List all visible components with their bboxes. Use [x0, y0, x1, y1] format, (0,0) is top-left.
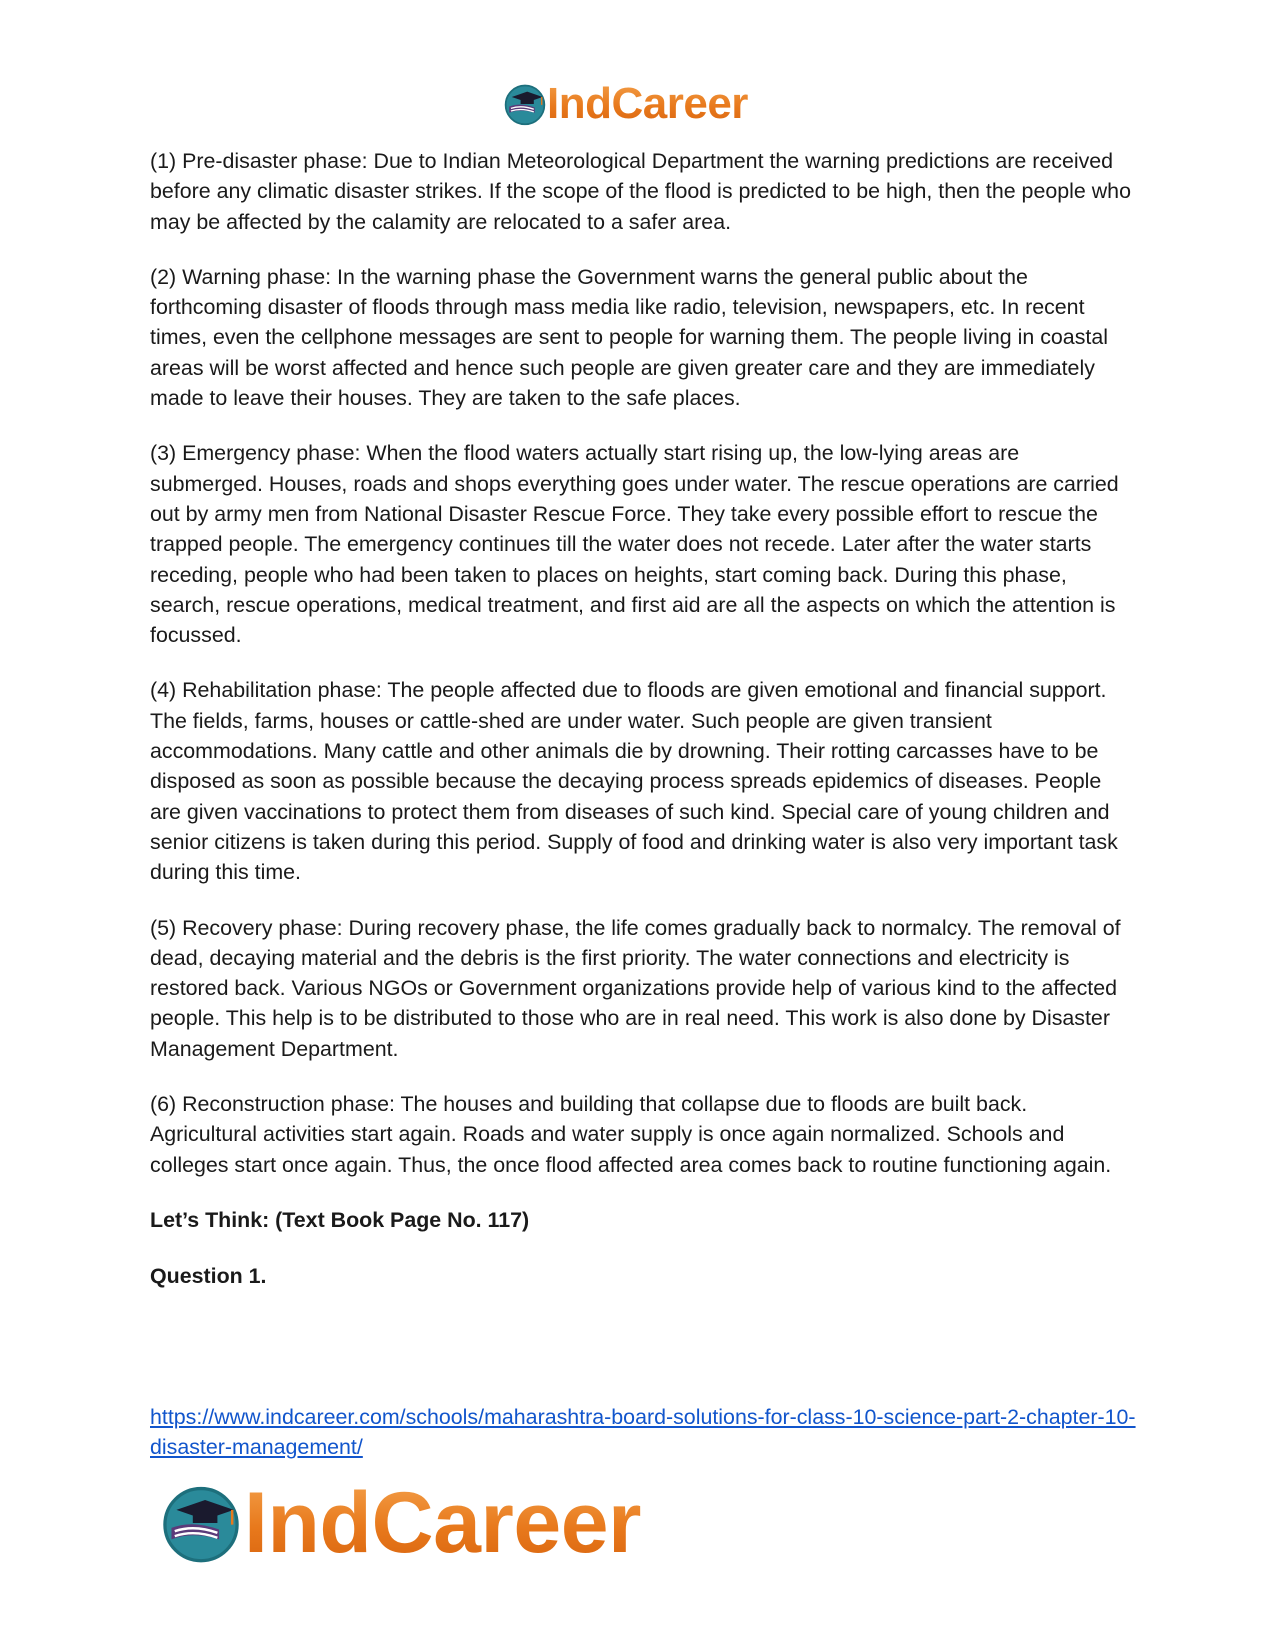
- paragraph-recovery-phase: (5) Recovery phase: During recovery phase, the life comes gradually back to normalcy. The removal of dead, decaying material and the debris is the first priority. The water connections and electricity is restored back. Various NGOs or Government organizations provide help of various kind to the affected people. This help is to be distributed to those who are in real need. This work is also done by Disaster Management Department.: [150, 915, 1121, 1061]
- logo-text: IndCareer: [244, 1475, 641, 1571]
- document-body: [150, 146, 1132, 1318]
- footer-link-block: [150, 1402, 1140, 1463]
- paragraph-rehabilitation-phase: (4) Rehabilitation phase: The people affected due to floods are given emotional and financial support. The fields, farms, houses or cattle-shed are under water. Such people are given transient accommodations. Many cattle and other animals die by drowning. Their rotting carcasses have to be disposed as soon as possible because the decaying process spreads epidemics of diseases. People are given vaccinations to protect them from diseases of such kind. Special care of young children and senior citizens is taken during this period. Supply of food and drinking water is also very important task during this time.: [150, 678, 1118, 885]
- graduation-cap-books-icon: [503, 82, 547, 126]
- lets-think-heading: Let’s Think: (Text Book Page No. 117): [150, 1207, 530, 1232]
- header-logo: [503, 80, 748, 128]
- graduation-cap-books-icon: [160, 1482, 242, 1564]
- paragraph-pre-disaster-phase: (1) Pre-disaster phase: Due to Indian Meteorological Department the warning predictions are received before any climatic disaster strikes. If the scope of the flood is predicted to be high, then the people who may be affected by the calamity are relocated to a safer area.: [150, 149, 1131, 234]
- question-heading: Question 1.: [150, 1264, 267, 1289]
- paragraph-warning-phase: (2) Warning phase: In the warning phase the Government warns the general public about the forthcoming disaster of floods through mass media like radio, television, newspapers, etc. In recent times, even the cellphone messages are sent to people for warning them. The people living in coastal areas will be worst affected and hence such people are given greater care and they are immediately made to leave their houses. They are taken to the safe places.: [150, 264, 1108, 411]
- logo-text: IndCareer: [547, 79, 748, 128]
- paragraph-reconstruction-phase: (6) Reconstruction phase: The houses and building that collapse due to floods are built back. Agricultural activities start again. Roads and water supply is once again normalized. Schools and colleges start once again. Thus, the once flood affected area comes back to routine functioning again.: [150, 1092, 1112, 1177]
- footer-logo: [160, 1475, 641, 1571]
- source-link[interactable]: https://www.indcareer.com/schools/maharashtra-board-solutions-for-class-10-science-part-2-chapter-10-disaster-management/: [150, 1405, 1136, 1460]
- paragraph-emergency-phase: (3) Emergency phase: When the flood waters actually start rising up, the low-lying areas are submerged. Houses, roads and shops everything goes under water. The rescue operations are carried out by army men from National Disaster Rescue Force. They take every possible effort to rescue the trapped people. The emergency continues till the water does not recede. Later after the water starts receding, people who had been taken to places on heights, start coming back. During this phase, search, rescue operations, medical treatment, and first aid are all the aspects on which the attention is focussed.: [150, 441, 1119, 648]
